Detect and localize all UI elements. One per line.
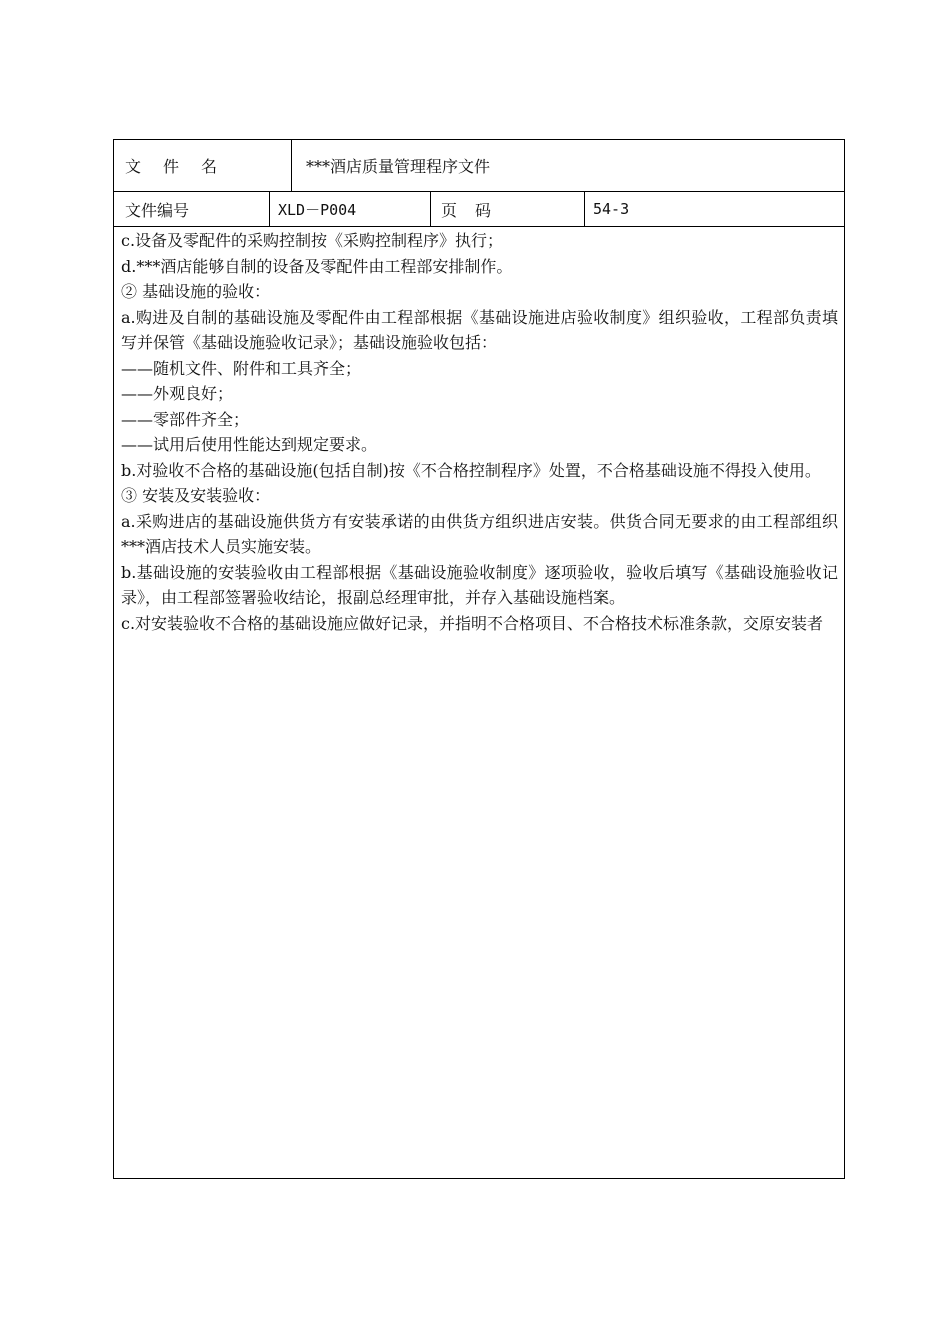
header-row-title [114,140,844,192]
paragraph: a.采购进店的基础设施供货方有安装承诺的由供货方组织进店安装。供货合同无要求的由工程部组织***酒店技术人员实施安装。 [121,511,838,556]
page-value: 54-3 [593,200,630,218]
file-no-value: XLD－P004 [278,200,357,219]
file-name-label-cell [114,140,292,191]
file-no-label-cell [114,192,270,226]
page-label-cell [431,192,585,226]
file-name-label: 文件名 [125,157,240,176]
page-value-cell [585,192,844,226]
paragraph: b.对验收不合格的基础设施(包括自制)按《不合格控制程序》处置，不合格基础设施不得投入使用。 [121,460,821,480]
paragraph: c.对安装验收不合格的基础设施应做好记录，并指明不合格项目、不合格技术标准条款，交原安装者 [121,613,824,633]
list-item: ——随机文件、附件和工具齐全； [121,358,362,378]
paragraph: c.设备及零配件的采购控制按《采购控制程序》执行； [121,231,504,250]
list-item: ——零部件齐全； [121,409,250,429]
header-row-meta [114,192,844,227]
section-heading: ③ 安装及安装验收： [121,486,271,505]
page-label: 页码 [441,200,510,220]
paragraph: a.购进及自制的基础设施及零配件由工程部根据《基础设施进店验收制度》组织验收，工程部负责填写并保管《基础设施验收记录》；基础设施验收包括： [121,307,838,352]
file-no-value-cell [270,192,431,226]
file-no-label: 文件编号 [125,200,190,220]
file-name-value: ***酒店质量管理程序文件 [306,157,491,176]
paragraph: b.基础设施的安装验收由工程部根据《基础设施验收制度》逐项验收，验收后填写《基础设施验收记录》，由工程部签署验收结论，报副总经理审批，并存入基础设施档案。 [121,562,838,607]
document-body [114,228,844,636]
list-item: ——外观良好； [121,384,234,403]
paragraph: d.***酒店能够自制的设备及零配件由工程部安排制作。 [121,256,513,276]
document-table [113,139,845,1179]
section-heading: ② 基础设施的验收： [121,282,271,301]
file-name-value-cell [292,140,844,191]
list-item: ——试用后使用性能达到规定要求。 [121,435,378,454]
